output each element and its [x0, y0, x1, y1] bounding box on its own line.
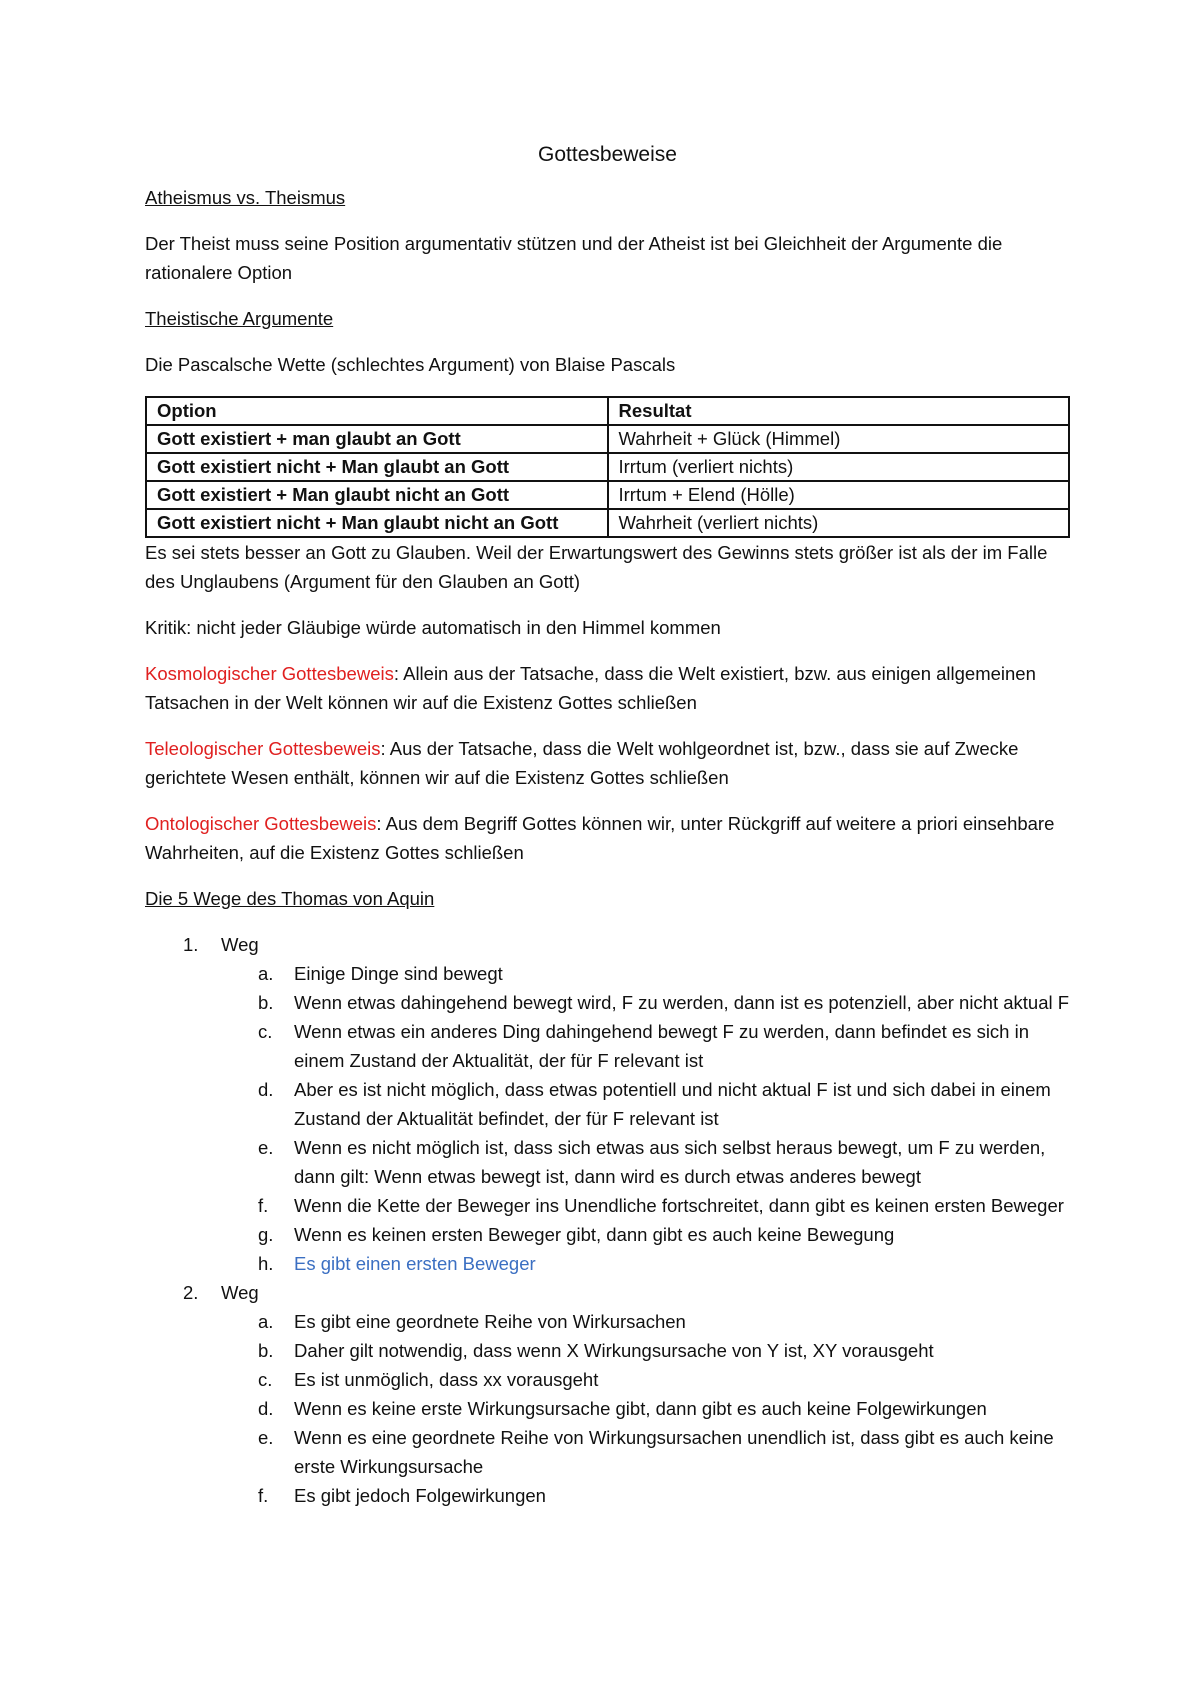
way-label: Weg [221, 934, 259, 955]
paragraph-wager-conclusion: Es sei stets besser an Gott zu Glauben. Weil der Erwartungswert des Gewinns stets größer ist als der im Falle des Unglaubens (Argument für den Glauben an Gott) [145, 542, 1048, 592]
list-item [258, 988, 1070, 1017]
table-cell-result: Irrtum (verliert nichts) [608, 453, 1070, 481]
paragraph-critique: Kritik: nicht jeder Gläubige würde automatisch in den Himmel kommen [145, 617, 721, 638]
paragraph-pascal-intro: Die Pascalsche Wette (schlechtes Argument) von Blaise Pascals [145, 354, 676, 375]
list-letter: c. [258, 1021, 273, 1042]
list-item [258, 1133, 1070, 1191]
section-heading-theistic: Theistische Argumente [145, 308, 334, 329]
argument-text: : Aus dem Begriff Gottes können wir, unter Rückgriff auf weitere a priori einsehbare Wahrheiten, auf die Existenz Gottes schließen [145, 813, 1055, 863]
argument-cosmological [145, 659, 1070, 717]
list-item [258, 1191, 1070, 1220]
table-header-row [146, 397, 1069, 425]
list-item [258, 1394, 1070, 1423]
list-item [258, 1481, 1070, 1510]
argument-term: Teleologischer Gottesbeweis [145, 738, 381, 759]
step-text: Wenn etwas dahingehend bewegt wird, F zu werden, dann ist es potenziell, aber nicht aktual F [294, 992, 1070, 1013]
pascal-wager-table [145, 396, 1070, 538]
list-item [258, 1336, 1070, 1365]
step-text: Wenn es eine geordnete Reihe von Wirkungsursachen unendlich ist, dass gibt es auch keine erste Wirkungsursache [294, 1427, 1054, 1477]
table-cell-option: Gott existiert nicht + Man glaubt nicht an Gott [146, 509, 608, 537]
list-item-way-2 [183, 1278, 1070, 1510]
list-item-way-1 [183, 930, 1070, 1278]
argument-ontological [145, 809, 1070, 867]
list-letter: g. [258, 1224, 274, 1245]
document-content [145, 140, 1070, 1510]
table-header-result: Resultat [608, 397, 1070, 425]
ways-list [145, 930, 1070, 1510]
page-title: Gottesbeweise [538, 143, 677, 166]
argument-teleological [145, 734, 1070, 792]
table-row [146, 481, 1069, 509]
step-text: Wenn etwas ein anderes Ding dahingehend bewegt F zu werden, dann befindet es sich in einem Zustand der Aktualität, der für F relevant ist [294, 1021, 1030, 1071]
step-text: Wenn es keinen ersten Beweger gibt, dann gibt es auch keine Bewegung [294, 1224, 895, 1245]
table-row [146, 509, 1069, 537]
step-text-highlight: Es gibt einen ersten Beweger [294, 1253, 536, 1274]
list-letter: a. [258, 963, 274, 984]
step-text: Aber es ist nicht möglich, dass etwas potentiell und nicht aktual F ist und sich dabei in einem Zustand der Aktualität befindet, der für F relevant ist [294, 1079, 1051, 1129]
step-text: Daher gilt notwendig, dass wenn X Wirkungsursache von Y ist, XY vorausgeht [294, 1340, 934, 1361]
list-letter: d. [258, 1079, 274, 1100]
argument-text: : Aus der Tatsache, dass die Welt wohlgeordnet ist, bzw., dass sie auf Zwecke gerichtete Wesen enthält, können wir auf die Existenz Gottes schließen [145, 738, 1019, 788]
step-text: Einige Dinge sind bewegt [294, 963, 503, 984]
table-row [146, 453, 1069, 481]
list-item [258, 1249, 1070, 1278]
table-cell-option: Gott existiert + Man glaubt nicht an Gott [146, 481, 608, 509]
step-text: Es gibt jedoch Folgewirkungen [294, 1485, 546, 1506]
list-number: 1. [183, 934, 199, 955]
table-cell-option: Gott existiert + man glaubt an Gott [146, 425, 608, 453]
way-1-steps [221, 959, 1070, 1278]
section-heading-atheism: Atheismus vs. Theismus [145, 187, 346, 208]
list-item [258, 1075, 1070, 1133]
list-number: 2. [183, 1282, 199, 1303]
list-letter: f. [258, 1195, 269, 1216]
step-text: Wenn es nicht möglich ist, dass sich etwas aus sich selbst heraus bewegt, um F zu werden, dann gilt: Wenn etwas bewegt ist, dann wird es durch etwas anderes bewegt [294, 1137, 1046, 1187]
table-cell-result: Irrtum + Elend (Hölle) [608, 481, 1070, 509]
list-letter: c. [258, 1369, 273, 1390]
list-item [258, 1365, 1070, 1394]
list-letter: e. [258, 1427, 274, 1448]
step-text: Es ist unmöglich, dass xx vorausgeht [294, 1369, 599, 1390]
way-label: Weg [221, 1282, 259, 1303]
list-letter: e. [258, 1137, 274, 1158]
list-letter: h. [258, 1253, 274, 1274]
step-text: Wenn es keine erste Wirkungsursache gibt, dann gibt es auch keine Folgewirkungen [294, 1398, 987, 1419]
argument-term: Kosmologischer Gottesbeweis [145, 663, 394, 684]
list-letter: a. [258, 1311, 274, 1332]
table-row [146, 425, 1069, 453]
paragraph-atheism: Der Theist muss seine Position argumentativ stützen und der Atheist ist bei Gleichheit der Argumente die rationalere Option [145, 233, 1003, 283]
list-item [258, 1423, 1070, 1481]
list-item [258, 1017, 1070, 1075]
list-letter: d. [258, 1398, 274, 1419]
argument-term: Ontologischer Gottesbeweis [145, 813, 377, 834]
table-cell-result: Wahrheit (verliert nichts) [608, 509, 1070, 537]
table-cell-result: Wahrheit + Glück (Himmel) [608, 425, 1070, 453]
list-letter: b. [258, 1340, 274, 1361]
list-item [258, 959, 1070, 988]
list-item [258, 1307, 1070, 1336]
table-cell-option: Gott existiert nicht + Man glaubt an Gott [146, 453, 608, 481]
list-item [258, 1220, 1070, 1249]
argument-text: : Allein aus der Tatsache, dass die Welt existiert, bzw. aus einigen allgemeinen Tatsachen in der Welt können wir auf die Existenz Gottes schließen [145, 663, 1036, 713]
step-text: Es gibt eine geordnete Reihe von Wirkursachen [294, 1311, 686, 1332]
list-letter: f. [258, 1485, 269, 1506]
section-heading-five-ways: Die 5 Wege des Thomas von Aquin [145, 888, 435, 909]
step-text: Wenn die Kette der Beweger ins Unendliche fortschreitet, dann gibt es keinen ersten Beweger [294, 1195, 1064, 1216]
list-letter: b. [258, 992, 274, 1013]
way-2-steps [221, 1307, 1070, 1510]
table-header-option: Option [146, 397, 608, 425]
